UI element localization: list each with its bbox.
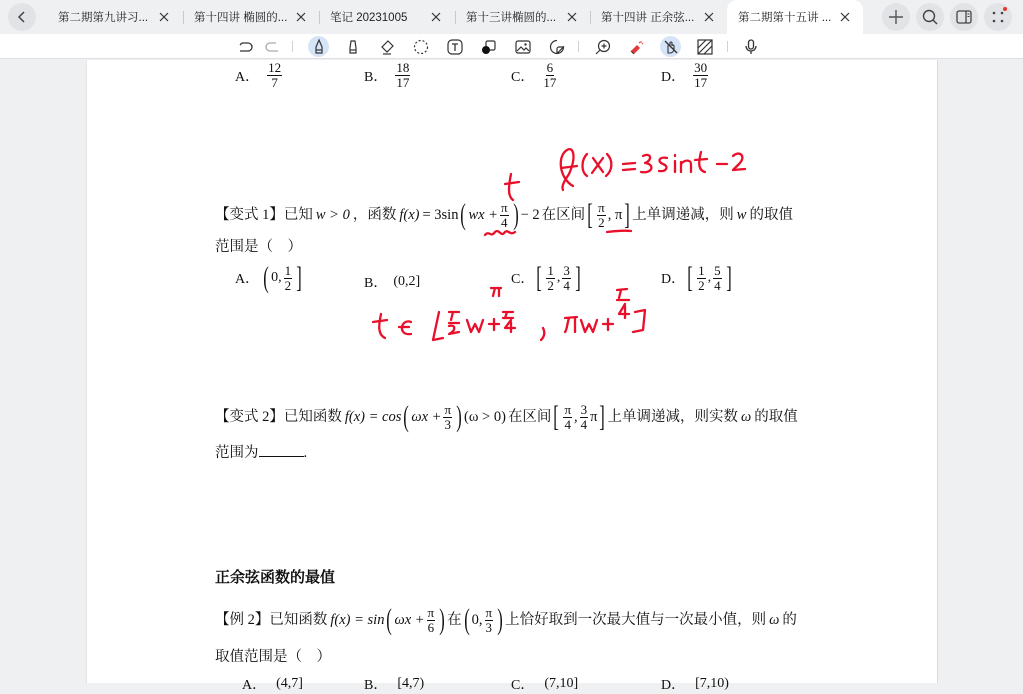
example2-question-line2: 取值范围是（ ）	[215, 649, 331, 665]
zoom-in-tool[interactable]	[592, 36, 613, 57]
tab-divider	[590, 11, 591, 24]
close-icon[interactable]	[295, 11, 307, 23]
option-label: C．	[511, 272, 535, 287]
voice-record-tool[interactable]	[740, 36, 761, 57]
tab-divider	[455, 11, 456, 24]
search-button[interactable]	[916, 3, 944, 31]
lasso-tool[interactable]	[410, 36, 431, 57]
undo-icon	[237, 41, 253, 53]
tab-3[interactable]	[330, 0, 456, 34]
fraction: $\frac{6}{17}$	[543, 60, 557, 90]
fraction: $\frac{12}{7}$	[268, 60, 282, 90]
more-apps-button[interactable]	[984, 3, 1012, 31]
page-pattern-tool[interactable]	[694, 36, 715, 57]
notification-dot	[1003, 7, 1007, 11]
dots-grid-icon	[991, 10, 1005, 24]
image-tool[interactable]	[512, 36, 533, 57]
tab-6-active[interactable]	[727, 0, 863, 34]
highlighter-tool[interactable]	[342, 36, 363, 57]
highlighter-icon	[347, 39, 359, 55]
eraser-tool[interactable]	[376, 36, 397, 57]
text-tool[interactable]	[444, 36, 465, 57]
tab-label: 第二期第九讲习...	[58, 12, 149, 24]
option-label: B．	[364, 69, 388, 85]
sticker-icon	[549, 39, 565, 55]
microphone-icon	[744, 39, 758, 55]
eraser-icon	[379, 39, 395, 55]
variant1-option-a: A． ( 0, $\frac{1}{2}$ ]	[235, 261, 302, 294]
example2-question-line1: 【例 2】 已知函数 f(x) = sin ( ωx + $\frac{\pi}{6}$ ) 在 ( 0, $\frac{\pi}{3}$ ) 上恰好取到一次最大值与一次最小值，则 ω 的	[215, 603, 797, 636]
image-icon	[515, 39, 531, 55]
hatched-square-icon	[697, 39, 713, 55]
fountain-pen-icon	[313, 39, 325, 55]
handwritten-annotations	[87, 60, 939, 683]
tab-2[interactable]	[194, 0, 320, 34]
variant1-question-line1: 【变式 1】 已知 w > 0 ，函数 f(x) = 3sin ( wx + $\frac{\pi}{4}$ ) − 2 在区间 [ $\frac{\pi}{2}$ , π ] 上单调递减，则 w 的取值	[215, 198, 793, 231]
question-tag: 【变式 1】	[215, 207, 284, 223]
section-heading: 正余弦函数的最值	[215, 568, 336, 586]
hand-off-icon	[663, 39, 679, 55]
tab-divider	[319, 11, 320, 24]
sticker-tool[interactable]	[546, 36, 567, 57]
text-box-icon	[447, 39, 463, 55]
shapes-tool[interactable]	[478, 36, 499, 57]
option-label: D．	[661, 272, 686, 287]
example2-option-d: D． [7,10)	[661, 676, 729, 693]
prev-option-c	[511, 61, 559, 90]
prev-option-d	[661, 61, 710, 90]
toolbar-divider	[727, 41, 728, 52]
laser-pointer-icon	[629, 39, 645, 55]
variant1-option-b: B． (0,2]	[364, 274, 421, 291]
example2-option-c: C． (7,10]	[511, 676, 579, 693]
tab-divider	[183, 11, 184, 24]
plus-icon	[888, 9, 904, 25]
redo-button[interactable]	[262, 36, 283, 57]
option-label: B．	[364, 276, 388, 291]
tab-label: 笔记 20231005	[330, 12, 408, 24]
close-icon[interactable]	[430, 11, 442, 23]
annotation-toolbar	[0, 34, 1023, 59]
question-tag: 【变式 2】	[215, 409, 284, 425]
example2-option-b: B． [4,7)	[364, 676, 425, 693]
back-button[interactable]	[8, 3, 36, 31]
option-label: C．	[511, 69, 535, 85]
fraction: $\frac{30}{17}$	[694, 60, 708, 90]
variant1-question-line2: 范围是（ ）	[215, 239, 302, 255]
option-label: A．	[235, 69, 260, 85]
undo-button[interactable]	[234, 36, 255, 57]
close-icon[interactable]	[566, 11, 578, 23]
toolbar-divider	[578, 41, 579, 52]
lasso-icon	[413, 39, 429, 55]
search-icon	[922, 9, 938, 25]
prev-option-a	[235, 61, 284, 90]
variant1-option-d: D． [ $\frac{1}{2}$ , $\frac{5}{4}$ ]	[661, 261, 732, 294]
tab-label: 第十三讲椭圆的...	[466, 12, 557, 24]
magnifier-plus-icon	[595, 39, 611, 55]
chevron-left-icon	[15, 10, 29, 24]
pen-tool[interactable]	[308, 36, 329, 57]
tab-1[interactable]	[58, 0, 184, 34]
ink-note-fx	[561, 149, 745, 190]
toolbar-divider	[292, 41, 293, 52]
close-icon[interactable]	[839, 11, 851, 23]
fraction: $\frac{18}{17}$	[396, 60, 410, 90]
variant2-question-line2: 范围为 .	[215, 445, 308, 461]
sidebar-panel-icon	[956, 10, 972, 24]
option-label: D．	[661, 69, 686, 85]
shapes-icon	[481, 39, 497, 55]
document-viewer[interactable]	[0, 60, 1023, 693]
document-page	[86, 60, 938, 693]
laser-pointer-tool[interactable]	[626, 36, 647, 57]
close-icon[interactable]	[703, 11, 715, 23]
tab-bar	[0, 0, 1023, 34]
tab-label: 第二期第十五讲 ...	[738, 12, 832, 24]
touch-drawing-toggle[interactable]	[660, 36, 681, 57]
tab-label: 第十四讲 椭圆的...	[194, 12, 288, 24]
option-label: A．	[235, 272, 260, 287]
add-tab-button[interactable]	[882, 3, 910, 31]
tab-label: 第十四讲 正余弦...	[601, 12, 695, 24]
example2-option-a: A． (4,7]	[242, 676, 303, 693]
question-tag: 【例 2】	[215, 612, 270, 628]
tab-5[interactable]	[601, 0, 725, 34]
split-view-button[interactable]	[950, 3, 978, 31]
variant1-option-c: C． [ $\frac{1}{2}$ , $\frac{3}{4}$ ]	[511, 261, 581, 294]
variant2-question-line1: 【变式 2】 已知函数 f(x) = cos ( ωx + $\frac{\pi}{3}$ ) (ω > 0) 在区间 [ $\frac{\pi}{4}$ , $\frac{3}{4}$ π ] 上单调递减，则实数 ω 的取值	[215, 400, 798, 433]
redo-icon	[265, 41, 281, 53]
close-icon[interactable]	[158, 11, 170, 23]
prev-option-b	[364, 61, 412, 90]
answer-blank	[259, 445, 304, 457]
tab-4[interactable]	[466, 0, 592, 34]
